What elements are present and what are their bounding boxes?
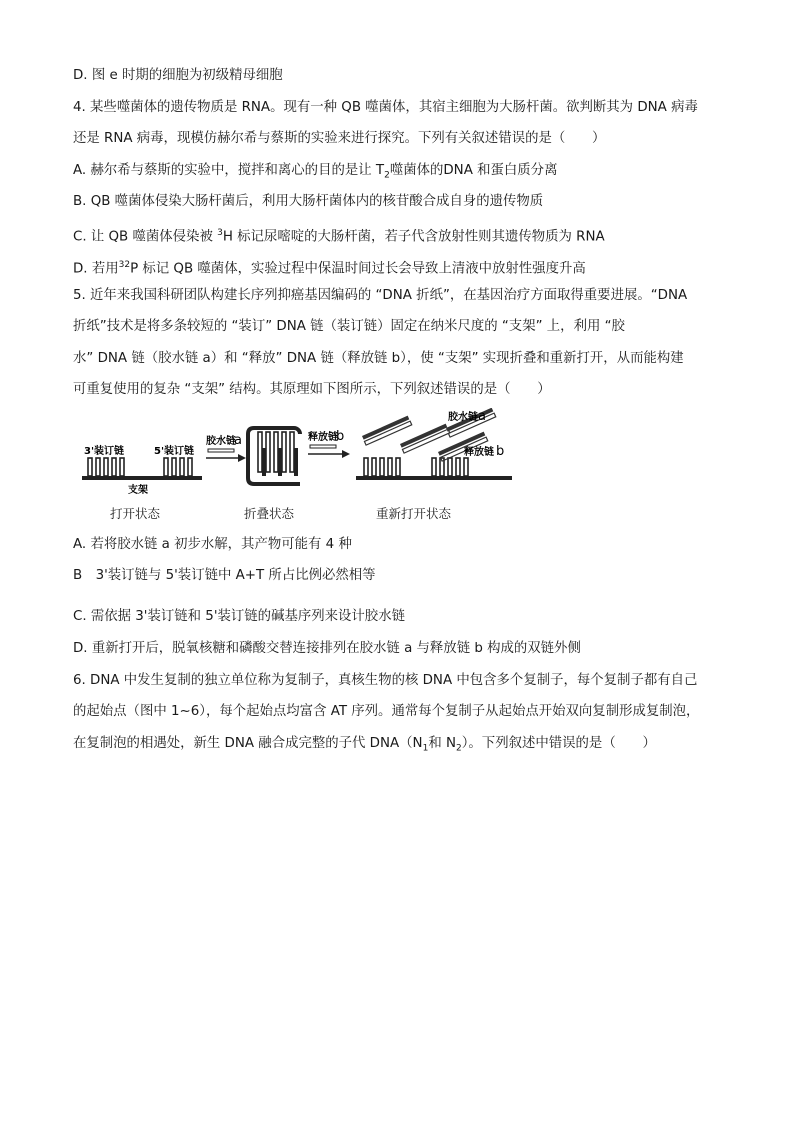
- label-release-strand: 释放链: [308, 432, 338, 443]
- folded-state-panel: [248, 428, 300, 484]
- glue-strand-arrow: [206, 433, 246, 462]
- q5-option-c: [73, 608, 405, 626]
- release-strand-arrow: [308, 429, 350, 458]
- q5-stem-text-1: 5. 近年来我国科研团队构建长序列抑癌基因编码的 “DNA 折纸”，在基因治疗方面取得重要进展。“DNA: [73, 288, 688, 303]
- folded-staple: [266, 432, 270, 472]
- q4-option-b: [73, 193, 543, 211]
- staple-strand: [432, 458, 436, 476]
- q4-stem-line-1: [73, 99, 698, 117]
- q5-option-d: [73, 640, 581, 658]
- q4-stem-text-2: 还是 RNA 病毒，现模仿赫尔希与蔡斯的实验来进行探究。下列有关叙述错误的是（ ）: [73, 131, 606, 146]
- label-3p-staple: 3'装订链: [84, 446, 125, 457]
- q5-stem-line-4: [73, 381, 551, 399]
- dna-origami-figure: [76, 408, 516, 524]
- q5-stem-line-1: [73, 287, 687, 305]
- q6-stem-text-2: 的起始点（图中 1~6），每个起始点均富含 AT 序列。通常每个复制子从起始点开始双向复制形成复制泡，: [73, 704, 700, 719]
- staple-strand: [180, 458, 184, 476]
- q4-a-sub: 2: [384, 170, 390, 181]
- q5-c-text: C. 需依据 3'装订链和 5'装订链的碱基序列来设计胶水链: [73, 609, 405, 624]
- q3-option-d: [73, 67, 283, 85]
- glue-bridge: [294, 448, 298, 476]
- glue-strand-icon: [208, 449, 234, 452]
- q5-stem-line-3: [73, 350, 684, 368]
- q4-a-pre: A. 赫尔希与蔡斯的实验中，搅拌和离心的目的是让 T: [73, 163, 385, 178]
- q4-d-sup: 32: [118, 260, 131, 270]
- q4-c-sup: 3: [217, 228, 223, 238]
- q4-a-post: 噬菌体的DNA 和蛋白质分离: [389, 163, 558, 178]
- reopened-state-panel: [356, 408, 512, 480]
- staple-strand: [188, 458, 192, 476]
- q6-stem-line-1: [73, 672, 697, 690]
- q4-stem-text-1: 4. 某些噬菌体的遗传物质是 RNA。现有一种 QB 噬菌体，其宿主细胞为大肠杆菌。欲判断其为 DNA 病毒: [73, 100, 698, 115]
- q5-stem-line-2: [73, 318, 625, 336]
- q5-stem-text-2: 折纸”技术是将多条较短的 “装订” DNA 链（装订链）固定在纳米尺度的 “支架” 上，利用 “胶: [73, 319, 625, 334]
- folded-staple: [290, 432, 294, 472]
- staple-strand: [456, 458, 460, 476]
- q6-sub-2: 2: [455, 743, 462, 754]
- q6-stem-3-mid: 和 N: [428, 736, 456, 751]
- staple-strand: [120, 458, 124, 476]
- label-glue-a: a: [234, 433, 242, 448]
- q6-stem-text-1: 6. DNA 中发生复制的独立单位称为复制子，真核生物的核 DNA 中包含多个复制子，每个复制子都有自己: [73, 673, 698, 688]
- label-glue-top: 胶水链: [448, 412, 478, 423]
- q4-c-pre: C. 让 QB 噬菌体侵染被: [73, 229, 218, 245]
- staple-strand: [104, 458, 108, 476]
- glue-bridge: [278, 448, 282, 476]
- staple-strand: [464, 458, 468, 476]
- q6-stem-line-3: [73, 735, 656, 758]
- caption-reopened-state: 重新打开状态: [376, 506, 452, 521]
- q4-option-a: [73, 162, 557, 185]
- staple-strand: [88, 458, 92, 476]
- q5-d-text: D. 重新打开后，脱氧核糖和磷酸交替连接排列在胶水链 a 与释放链 b 构成的双链外侧: [73, 641, 581, 656]
- label-a-top: a: [478, 409, 486, 424]
- q6-stem-3-post: ）。下列叙述中错误的是（ ）: [461, 736, 656, 751]
- staple-strand: [364, 458, 368, 476]
- q6-sub-1: 1: [422, 743, 429, 754]
- label-scaffold: 支架: [128, 485, 148, 496]
- label-5p-staple: 5'装订链: [154, 446, 195, 457]
- q4-c-post: H 标记尿嘧啶的大肠杆菌，若子代含放射性则其遗传物质为 RNA: [222, 229, 605, 245]
- staple-strand: [388, 458, 392, 476]
- caption-open-state: 打开状态: [110, 506, 161, 521]
- q6-stem-3-pre: 在复制泡的相遇处，新生 DNA 融合成完整的子代 DNA（N: [73, 736, 423, 751]
- staple-strand: [372, 458, 376, 476]
- q5-b-text: B 3'装订链与 5'装订链中 A+T 所占比例必然相等: [73, 568, 376, 583]
- label-glue-strand: 胶水链: [206, 436, 236, 447]
- label-release-right: 释放链: [464, 447, 494, 458]
- open-state-panel: [82, 444, 202, 496]
- label-release-b: b: [336, 429, 345, 444]
- q4-option-c: [73, 224, 605, 246]
- staple-strand: [380, 458, 384, 476]
- staple-strand: [96, 458, 100, 476]
- q4-stem-line-2: [73, 130, 605, 148]
- staple-strand: [396, 458, 400, 476]
- glue-bridge: [262, 448, 266, 476]
- q5-option-a: [73, 536, 352, 554]
- q5-a-text: A. 若将胶水链 a 初步水解，其产物可能有 4 种: [73, 537, 352, 552]
- folded-staple: [258, 432, 262, 472]
- folded-staple: [282, 432, 286, 472]
- q4-option-d: [73, 256, 586, 278]
- q6-stem-line-2: [73, 703, 699, 721]
- arrow-2-head: [342, 450, 350, 458]
- q5-stem-text-3: 水” DNA 链（胶水链 a）和 “释放” DNA 链（释放链 b），使 “支架” 实现折叠和重新打开，从而能构建: [73, 351, 684, 366]
- q4-b-text: B. QB 噬菌体侵染大肠杆菌后，利用大肠杆菌体内的核苷酸合成自身的遗传物质: [73, 194, 544, 209]
- q4-d-post: P 标记 QB 噬菌体，实验过程中保温时间过长会导致上清液中放射性强度升高: [130, 261, 586, 277]
- staple-strand: [112, 458, 116, 476]
- staple-strand: [172, 458, 176, 476]
- folded-staple: [274, 432, 278, 472]
- q5-stem-text-4: 可重复使用的复杂 “支架” 结构。其原理如下图所示，下列叙述错误的是（ ）: [73, 382, 551, 397]
- release-strand-icon: [310, 445, 336, 448]
- caption-folded-state: 折叠状态: [244, 506, 295, 521]
- staple-strand: [448, 458, 452, 476]
- q5-option-b: [73, 567, 376, 585]
- arrow-1-head: [238, 454, 246, 462]
- staple-strand: [164, 458, 168, 476]
- label-b-right: b: [496, 444, 505, 459]
- q3-option-d-text: D. 图 e 时期的细胞为初级精母细胞: [73, 68, 283, 83]
- q4-d-pre: D. 若用: [73, 261, 119, 277]
